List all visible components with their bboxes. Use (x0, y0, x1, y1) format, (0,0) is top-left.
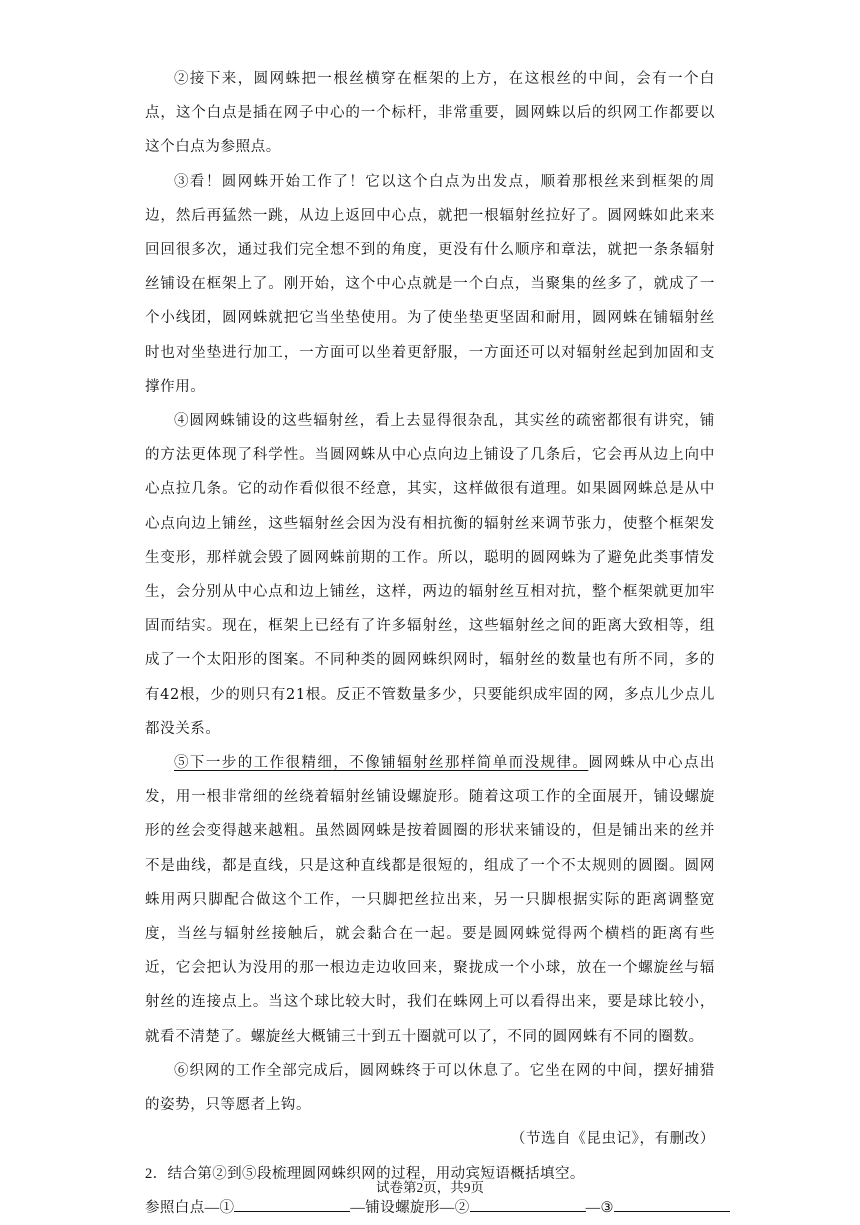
answer-blank-1[interactable] (234, 1197, 350, 1212)
page-footer: 试卷第2页，共9页 (376, 1180, 484, 1195)
fill-start: 参照白点—① (145, 1199, 235, 1216)
reading-passage (145, 62, 715, 1225)
fill-end: —③ (585, 1199, 614, 1216)
paragraph-5 (145, 746, 715, 1054)
answer-blank-3[interactable] (614, 1197, 730, 1212)
underlined-sentence: ⑤下一步的工作很精细，不像铺辐射丝那样简单而没规律。 (174, 755, 589, 772)
question-2: 2．结合第②到⑤段梳理圆网蛛织网的过程，用动宾短语概括填空。 (145, 1165, 585, 1182)
paragraph-2: ②接下来，圆网蛛把一根丝横穿在框架的上方，在这根丝的中间，会有一个白点，这个白点是插在网子中心的一个标杆，非常重要，圆网蛛以后的织网工作都要以这个白点为参照点。 (145, 71, 715, 156)
answer-blank-2[interactable] (470, 1197, 586, 1212)
paragraph-6: ⑥织网的工作全部完成后，圆网蛛终于可以休息了。它坐在网的中间，摆好捕猎的姿势，只等愿者上钩。 (145, 1062, 715, 1114)
paragraph-4: ④圆网蛛铺设的这些辐射丝，看上去显得很杂乱，其实丝的疏密都很有讲究，铺的方法更体现了科学性。当圆网蛛从中心点向边上铺设了几条后，它会再从边上向中心点拉几条。它的动作看似很不经意，其实，这样做很有道理。如果圆网蛛总是从中心点向边上铺丝，这些辐射丝会因为没有相抗衡的辐射丝来调节张力，使整个框架发生变形，那样就会毁了圆网蛛前期的工作。所以，聪明的圆网蛛为了避免此类事情发生，会分别从中心点和边上铺丝，这样，两边的辐射丝互相对抗，整个框架就更加牢固而结实。现在，框架上已经有了许多辐射丝，这些辐射丝之间的距离大致相等，组成了一个太阳形的图案。不同种类的圆网蛛织网时，辐射丝的数量也有所不同，多的有42根，少的则只有21根。反正不管数量多少，只要能织成牢固的网，多点儿少点儿都没关系。 (145, 413, 715, 737)
paragraph-3: ③看！圆网蛛开始工作了！它以这个白点为出发点，顺着那根丝来到框架的周边，然后再猛然一跳，从边上返回中心点，就把一根辐射丝拉好了。圆网蛛如此来来回回很多次，通过我们完全想不到的角度，更没有什么顺序和章法，就把一条条辐射丝铺设在框架上了。刚开始，这个中心点就是一个白点，当聚集的丝多了，就成了一个小线团，圆网蛛就把它当坐垫使用。为了使坐垫更坚固和耐用，圆网蛛在铺辐射丝时也对坐垫进行加工，一方面可以坐着更舒服，一方面还可以对辐射丝起到加固和支撑作用。 (145, 173, 715, 395)
source-note: （节选自《昆虫记》，有删改） (510, 1131, 715, 1148)
fill-mid: —铺设螺旋形—② (350, 1199, 470, 1216)
paragraph-5-rest: 圆网蛛从中心点出发，用一根非常细的丝绕着辐射丝铺设螺旋形。随着这项工作的全面展开，铺设螺旋形的丝会变得越来越粗。虽然圆网蛛是按着圆圈的形状来铺设的，但是铺出来的丝并不是曲线，都是直线，只是这种直线都是很短的，组成了一个不太规则的圆圈。圆网蛛用两只脚配合做这个工作，一只脚把丝拉出来，另一只脚根据实际的距离调整宽度，当丝与辐射丝接触后，就会黏合在一起。要是圆网蛛觉得两个横档的距离有些近，它会把认为没用的那一根边走边收回来，聚拢成一个小球，放在一个螺旋丝与辐射丝的连接点上。当这个球比较大时，我们在蛛网上可以看得出来，要是球比较小，就看不清楚了。螺旋丝大概铺三十到五十圈就可以了，不同的圆网蛛有不同的圈数。 (145, 755, 715, 1045)
